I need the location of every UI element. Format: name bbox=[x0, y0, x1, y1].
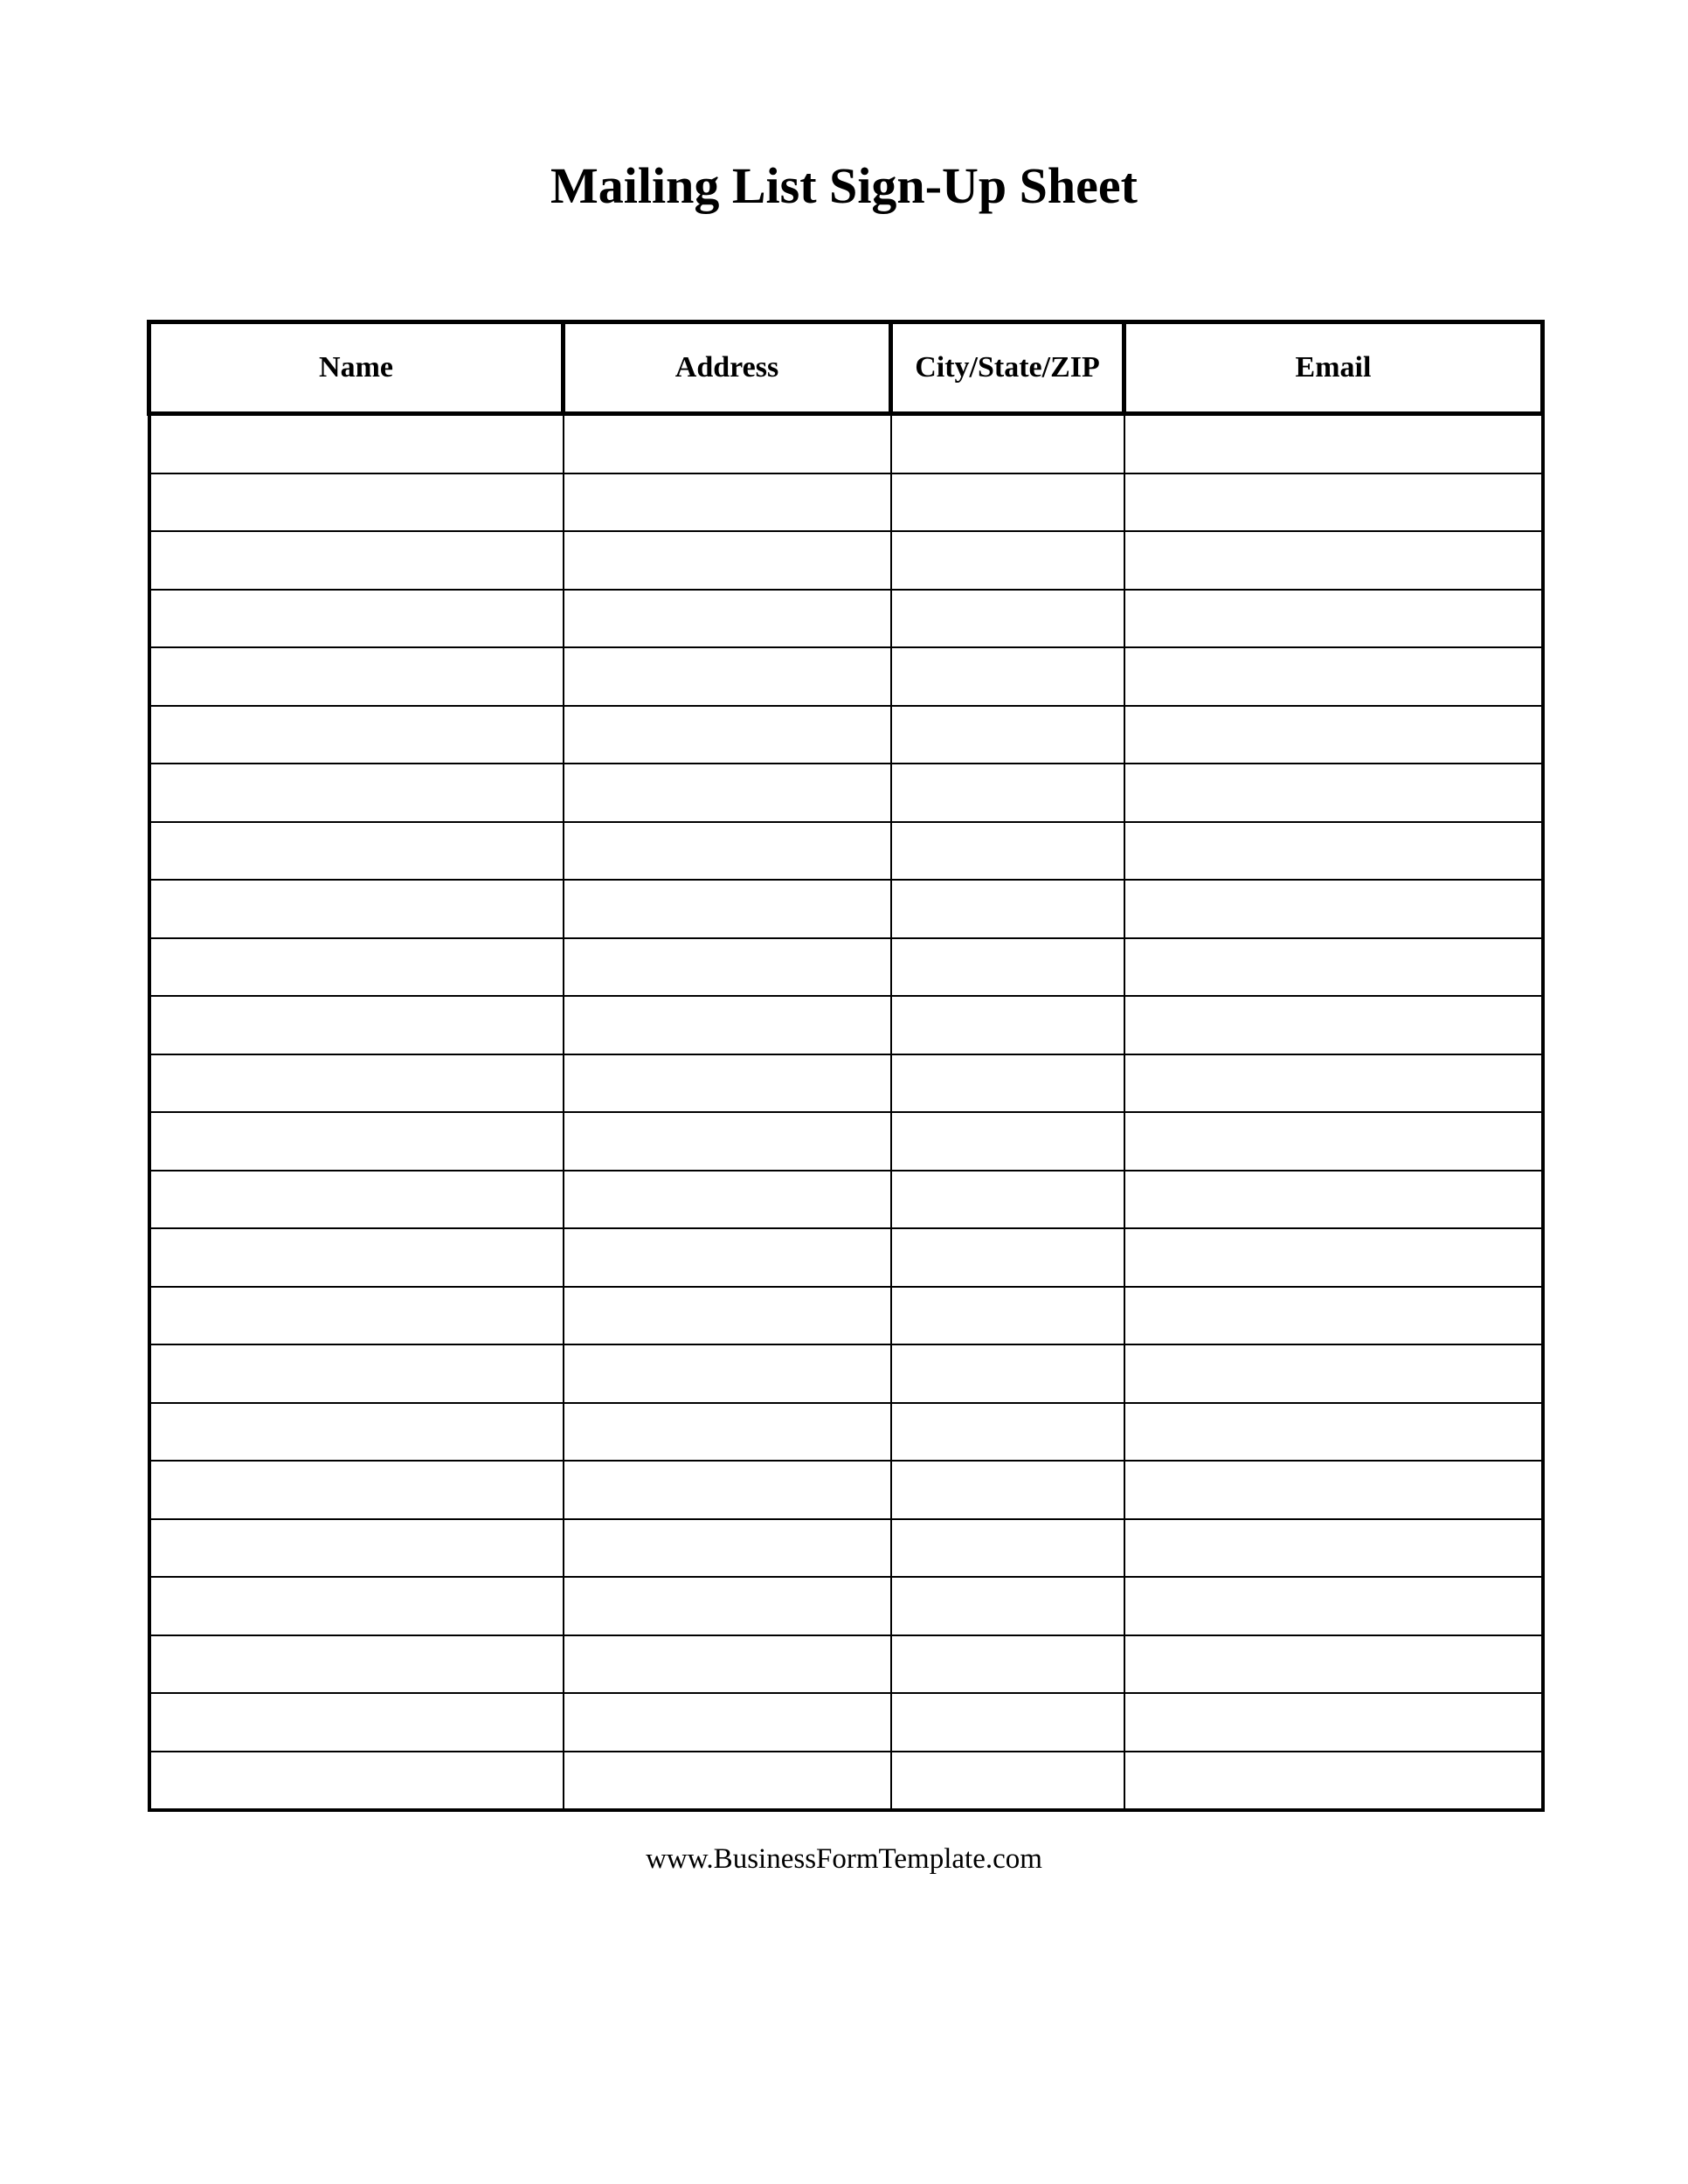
table-cell-city-state-zip bbox=[891, 531, 1124, 590]
table-cell-address bbox=[564, 764, 891, 822]
table-cell-city-state-zip bbox=[891, 1287, 1124, 1345]
table-cell-name bbox=[149, 880, 564, 938]
table-cell-name bbox=[149, 764, 564, 822]
table-cell-name bbox=[149, 822, 564, 881]
table-cell-name bbox=[149, 1054, 564, 1113]
table-cell-city-state-zip bbox=[891, 1752, 1124, 1811]
table-cell-name bbox=[149, 473, 564, 532]
table-row bbox=[149, 1403, 1543, 1462]
table-cell-email bbox=[1124, 1054, 1543, 1113]
table-row bbox=[149, 706, 1543, 764]
table-cell-address bbox=[564, 1344, 891, 1403]
table-cell-address bbox=[564, 1171, 891, 1229]
table-cell-address bbox=[564, 1112, 891, 1171]
table-cell-name bbox=[149, 531, 564, 590]
table-cell-address bbox=[564, 706, 891, 764]
table-row bbox=[149, 647, 1543, 706]
table-cell-address bbox=[564, 1635, 891, 1694]
table-cell-city-state-zip bbox=[891, 1112, 1124, 1171]
table-cell-address bbox=[564, 414, 891, 473]
table-cell-name bbox=[149, 706, 564, 764]
table-cell-name bbox=[149, 1577, 564, 1635]
table-cell-address bbox=[564, 1403, 891, 1462]
table-cell-address bbox=[564, 938, 891, 997]
table-cell-email bbox=[1124, 880, 1543, 938]
table-cell-name bbox=[149, 1171, 564, 1229]
table-cell-city-state-zip bbox=[891, 1693, 1124, 1752]
table-row bbox=[149, 1519, 1543, 1578]
table-cell-name bbox=[149, 1693, 564, 1752]
table-row bbox=[149, 880, 1543, 938]
footer-url: www.BusinessFormTemplate.com bbox=[646, 1843, 1042, 1875]
table-cell-email bbox=[1124, 590, 1543, 648]
column-header-city-state-zip: City/State/ZIP bbox=[891, 322, 1124, 414]
table-cell-address bbox=[564, 1519, 891, 1578]
table-cell-email bbox=[1124, 996, 1543, 1054]
table-cell-city-state-zip bbox=[891, 1344, 1124, 1403]
table-row bbox=[149, 1344, 1543, 1403]
table-cell-name bbox=[149, 647, 564, 706]
table-row bbox=[149, 531, 1543, 590]
table-cell-address bbox=[564, 1577, 891, 1635]
column-header-email: Email bbox=[1124, 322, 1543, 414]
table-cell-city-state-zip bbox=[891, 647, 1124, 706]
table-cell-name bbox=[149, 1635, 564, 1694]
table-cell-name bbox=[149, 1344, 564, 1403]
table-cell-name bbox=[149, 1752, 564, 1811]
table-cell-email bbox=[1124, 1577, 1543, 1635]
table-cell-city-state-zip bbox=[891, 1403, 1124, 1462]
table-row bbox=[149, 1287, 1543, 1345]
table-cell-email bbox=[1124, 938, 1543, 997]
table-row bbox=[149, 1577, 1543, 1635]
table-cell-city-state-zip bbox=[891, 1054, 1124, 1113]
mailing-list-table bbox=[147, 320, 1545, 1812]
table-cell-city-state-zip bbox=[891, 996, 1124, 1054]
table-cell-email bbox=[1124, 706, 1543, 764]
table-row bbox=[149, 414, 1543, 473]
column-header-name: Name bbox=[149, 322, 564, 414]
table-row bbox=[149, 1171, 1543, 1229]
table-cell-city-state-zip bbox=[891, 1519, 1124, 1578]
table-cell-email bbox=[1124, 1112, 1543, 1171]
table-cell-name bbox=[149, 414, 564, 473]
table-cell-address bbox=[564, 880, 891, 938]
table-cell-address bbox=[564, 590, 891, 648]
table-cell-address bbox=[564, 647, 891, 706]
table-cell-email bbox=[1124, 1519, 1543, 1578]
table-cell-email bbox=[1124, 1752, 1543, 1811]
table-cell-address bbox=[564, 1693, 891, 1752]
table-cell-name bbox=[149, 1461, 564, 1519]
table-row bbox=[149, 822, 1543, 881]
table-cell-name bbox=[149, 1228, 564, 1287]
table-row bbox=[149, 1461, 1543, 1519]
table-row bbox=[149, 996, 1543, 1054]
table-cell-address bbox=[564, 1054, 891, 1113]
table-cell-name bbox=[149, 1287, 564, 1345]
table-cell-email bbox=[1124, 1344, 1543, 1403]
table-row bbox=[149, 590, 1543, 648]
table-cell-address bbox=[564, 531, 891, 590]
table-cell-email bbox=[1124, 1171, 1543, 1229]
table-cell-name bbox=[149, 1403, 564, 1462]
table-cell-city-state-zip bbox=[891, 414, 1124, 473]
page-title: Mailing List Sign-Up Sheet bbox=[550, 157, 1138, 214]
table-cell-name bbox=[149, 590, 564, 648]
table-cell-email bbox=[1124, 1461, 1543, 1519]
table-cell-address bbox=[564, 1228, 891, 1287]
table-cell-email bbox=[1124, 1693, 1543, 1752]
table-row bbox=[149, 764, 1543, 822]
table-cell-city-state-zip bbox=[891, 1461, 1124, 1519]
table-cell-city-state-zip bbox=[891, 1577, 1124, 1635]
table-cell-name bbox=[149, 996, 564, 1054]
table-cell-city-state-zip bbox=[891, 706, 1124, 764]
table-row bbox=[149, 1752, 1543, 1811]
table-row bbox=[149, 1228, 1543, 1287]
table-cell-address bbox=[564, 822, 891, 881]
table-cell-city-state-zip bbox=[891, 1171, 1124, 1229]
table-cell-email bbox=[1124, 1287, 1543, 1345]
table-cell-city-state-zip bbox=[891, 938, 1124, 997]
table-cell-city-state-zip bbox=[891, 1635, 1124, 1694]
table-cell-city-state-zip bbox=[891, 1228, 1124, 1287]
table-cell-email bbox=[1124, 764, 1543, 822]
table-cell-email bbox=[1124, 647, 1543, 706]
table-cell-name bbox=[149, 938, 564, 997]
table-row bbox=[149, 1635, 1543, 1694]
table-cell-address bbox=[564, 996, 891, 1054]
table-cell-city-state-zip bbox=[891, 590, 1124, 648]
table-row bbox=[149, 938, 1543, 997]
table-cell-city-state-zip bbox=[891, 880, 1124, 938]
table-row bbox=[149, 1112, 1543, 1171]
table-cell-email bbox=[1124, 531, 1543, 590]
table-cell-email bbox=[1124, 473, 1543, 532]
table-cell-city-state-zip bbox=[891, 764, 1124, 822]
table-cell-city-state-zip bbox=[891, 822, 1124, 881]
table-cell-email bbox=[1124, 1635, 1543, 1694]
table-cell-email bbox=[1124, 414, 1543, 473]
table-cell-address bbox=[564, 1461, 891, 1519]
table-cell-email bbox=[1124, 822, 1543, 881]
table-cell-address bbox=[564, 1287, 891, 1345]
table-cell-city-state-zip bbox=[891, 473, 1124, 532]
table-row bbox=[149, 473, 1543, 532]
table-cell-name bbox=[149, 1519, 564, 1578]
table-cell-address bbox=[564, 473, 891, 532]
table-cell-email bbox=[1124, 1228, 1543, 1287]
table-cell-email bbox=[1124, 1403, 1543, 1462]
table-cell-address bbox=[564, 1752, 891, 1811]
table-cell-name bbox=[149, 1112, 564, 1171]
table-row bbox=[149, 1054, 1543, 1113]
table-header-row bbox=[149, 322, 1543, 414]
column-header-address: Address bbox=[564, 322, 891, 414]
table-row bbox=[149, 1693, 1543, 1752]
